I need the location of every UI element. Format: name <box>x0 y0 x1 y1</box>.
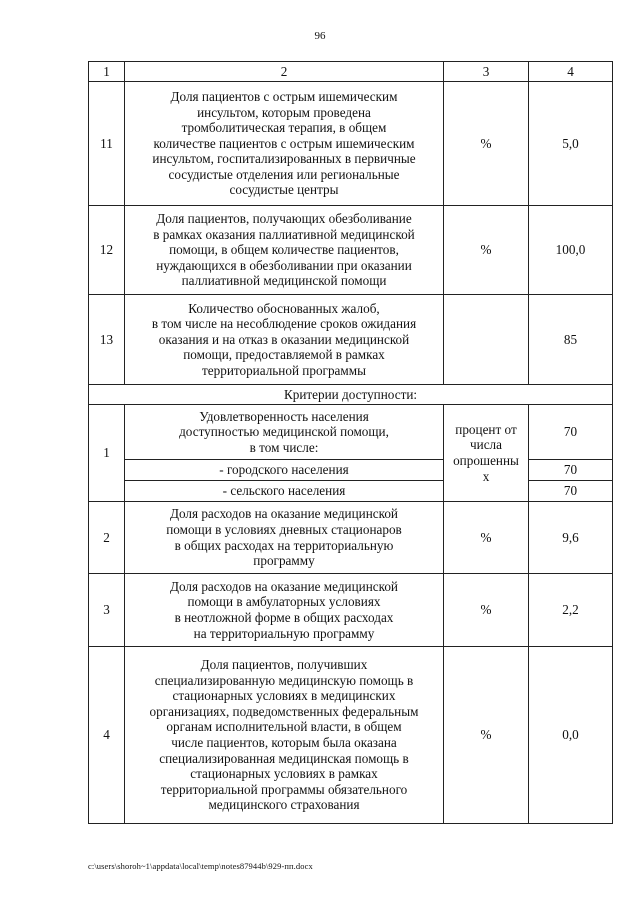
description-line: помощи, предоставляемой в рамках <box>183 347 385 363</box>
table-subrow <box>89 460 613 481</box>
description-line: паллиативной медицинской помощи <box>181 273 387 289</box>
table-row <box>89 405 613 460</box>
description-line: медицинского страхования <box>208 797 360 813</box>
header-row <box>89 62 613 82</box>
row-value: 70 <box>529 405 613 460</box>
description-line: помощи, в общем количестве пациентов, <box>169 242 399 258</box>
row-description <box>125 647 444 824</box>
header-cell: 2 <box>125 62 444 82</box>
row-description <box>125 206 444 295</box>
description-line: организациях, подведомственных федеральным <box>149 703 419 719</box>
row-value: 85 <box>529 295 613 385</box>
subrow-label: - городского населения <box>125 460 444 481</box>
row-description <box>125 574 444 647</box>
table-subrow <box>89 481 613 502</box>
description-line: помощи в амбулаторных условиях <box>187 594 381 610</box>
description-line: сосудистые отделения или региональные <box>168 166 400 182</box>
description-line: тромболитическая терапия, в общем <box>181 120 387 136</box>
subrow-label: - сельского населения <box>125 481 444 502</box>
row-number: 2 <box>89 502 125 574</box>
description-line: программу <box>253 553 315 569</box>
row-unit <box>444 405 529 502</box>
description-line: Количество обоснованных жалоб, <box>188 300 380 316</box>
row-description <box>125 405 444 460</box>
table-row <box>89 574 613 647</box>
unit-line: опрошенны <box>453 453 519 468</box>
description-line: в том числе на несоблюдение сроков ожидания <box>151 316 417 332</box>
row-unit <box>444 295 529 385</box>
description-line: Удовлетворенность населения <box>199 408 369 424</box>
description-line: стационарных условиях в рамках <box>190 766 378 782</box>
table-row <box>89 206 613 295</box>
row-unit: % <box>444 82 529 206</box>
description-line: специализированную медицинскую помощь в <box>154 672 414 688</box>
row-number: 4 <box>89 647 125 824</box>
description-line: стационарных условиях в медицинских <box>172 688 396 704</box>
row-number: 11 <box>89 82 125 206</box>
description-line: на территориальную программу <box>193 625 375 641</box>
row-number: 3 <box>89 574 125 647</box>
row-description <box>125 82 444 206</box>
row-unit: % <box>444 647 529 824</box>
description-line: сосудистые центры <box>229 182 339 198</box>
description-line: Доля расходов на оказание медицинской <box>169 506 398 522</box>
section-title: Критерии доступности: <box>89 385 613 405</box>
description-line: инсультом, госпитализированных в первичные <box>152 151 416 167</box>
row-value: 0,0 <box>529 647 613 824</box>
description-line: Доля пациентов, получивших <box>200 657 368 673</box>
unit-line: х <box>482 468 490 484</box>
description-line: помощи в условиях дневных стационаров <box>166 521 402 537</box>
header-cell: 3 <box>444 62 529 82</box>
row-value: 5,0 <box>529 82 613 206</box>
unit-line: процент от <box>455 421 517 437</box>
unit-line: числа <box>470 437 502 453</box>
row-unit: % <box>444 206 529 295</box>
description-line: количестве пациентов с острым ишемическим <box>153 135 415 151</box>
description-line: в рамках оказания паллиативной медицинской <box>153 226 415 242</box>
row-value: 9,6 <box>529 502 613 574</box>
description-line: Доля расходов на оказание медицинской <box>169 578 398 594</box>
description-line: территориальной программы обязательного <box>160 781 408 797</box>
criteria-table <box>88 61 613 824</box>
description-line: в общих расходах на территориальную <box>174 537 394 553</box>
subrow-value: 70 <box>529 460 613 481</box>
header-cell: 1 <box>89 62 125 82</box>
page-number: 96 <box>314 30 326 42</box>
row-unit: % <box>444 502 529 574</box>
description-line: территориальной программы <box>202 362 366 378</box>
row-unit: % <box>444 574 529 647</box>
description-line: в неотложной форме в общих расходах <box>174 610 394 625</box>
row-number: 13 <box>89 295 125 385</box>
description-line: Доля пациентов, получающих обезболивание <box>156 211 412 227</box>
table-row <box>89 82 613 206</box>
file-path-footer: c:\users\shoroh~1\appdata\local\temp\notes87944b\929-пп.docx <box>88 861 313 871</box>
description-line: в том числе: <box>249 439 319 455</box>
row-number: 1 <box>89 405 125 502</box>
row-value: 100,0 <box>529 206 613 295</box>
description-line: инсультом, которым проведена <box>197 104 371 120</box>
subrow-value: 70 <box>529 481 613 502</box>
row-description <box>125 295 444 385</box>
description-line: органам исполнительной власти, в общем <box>166 719 402 735</box>
row-description <box>125 502 444 574</box>
description-line: оказания и на отказ в оказании медицинской <box>158 331 410 347</box>
row-value: 2,2 <box>529 574 613 647</box>
description-line: числе пациентов, которым была оказана <box>171 735 397 750</box>
header-cell: 4 <box>529 62 613 82</box>
table-row <box>89 647 613 824</box>
table-row <box>89 502 613 574</box>
table-row <box>89 295 613 385</box>
section-row <box>89 385 613 405</box>
description-line: специализированная медицинская помощь в <box>159 750 409 766</box>
description-line: доступностью медицинской помощи, <box>179 424 389 440</box>
row-number: 12 <box>89 206 125 295</box>
description-line: нуждающихся в обезболивании при оказании <box>156 257 412 273</box>
description-line: Доля пациентов с острым ишемическим <box>170 88 398 104</box>
